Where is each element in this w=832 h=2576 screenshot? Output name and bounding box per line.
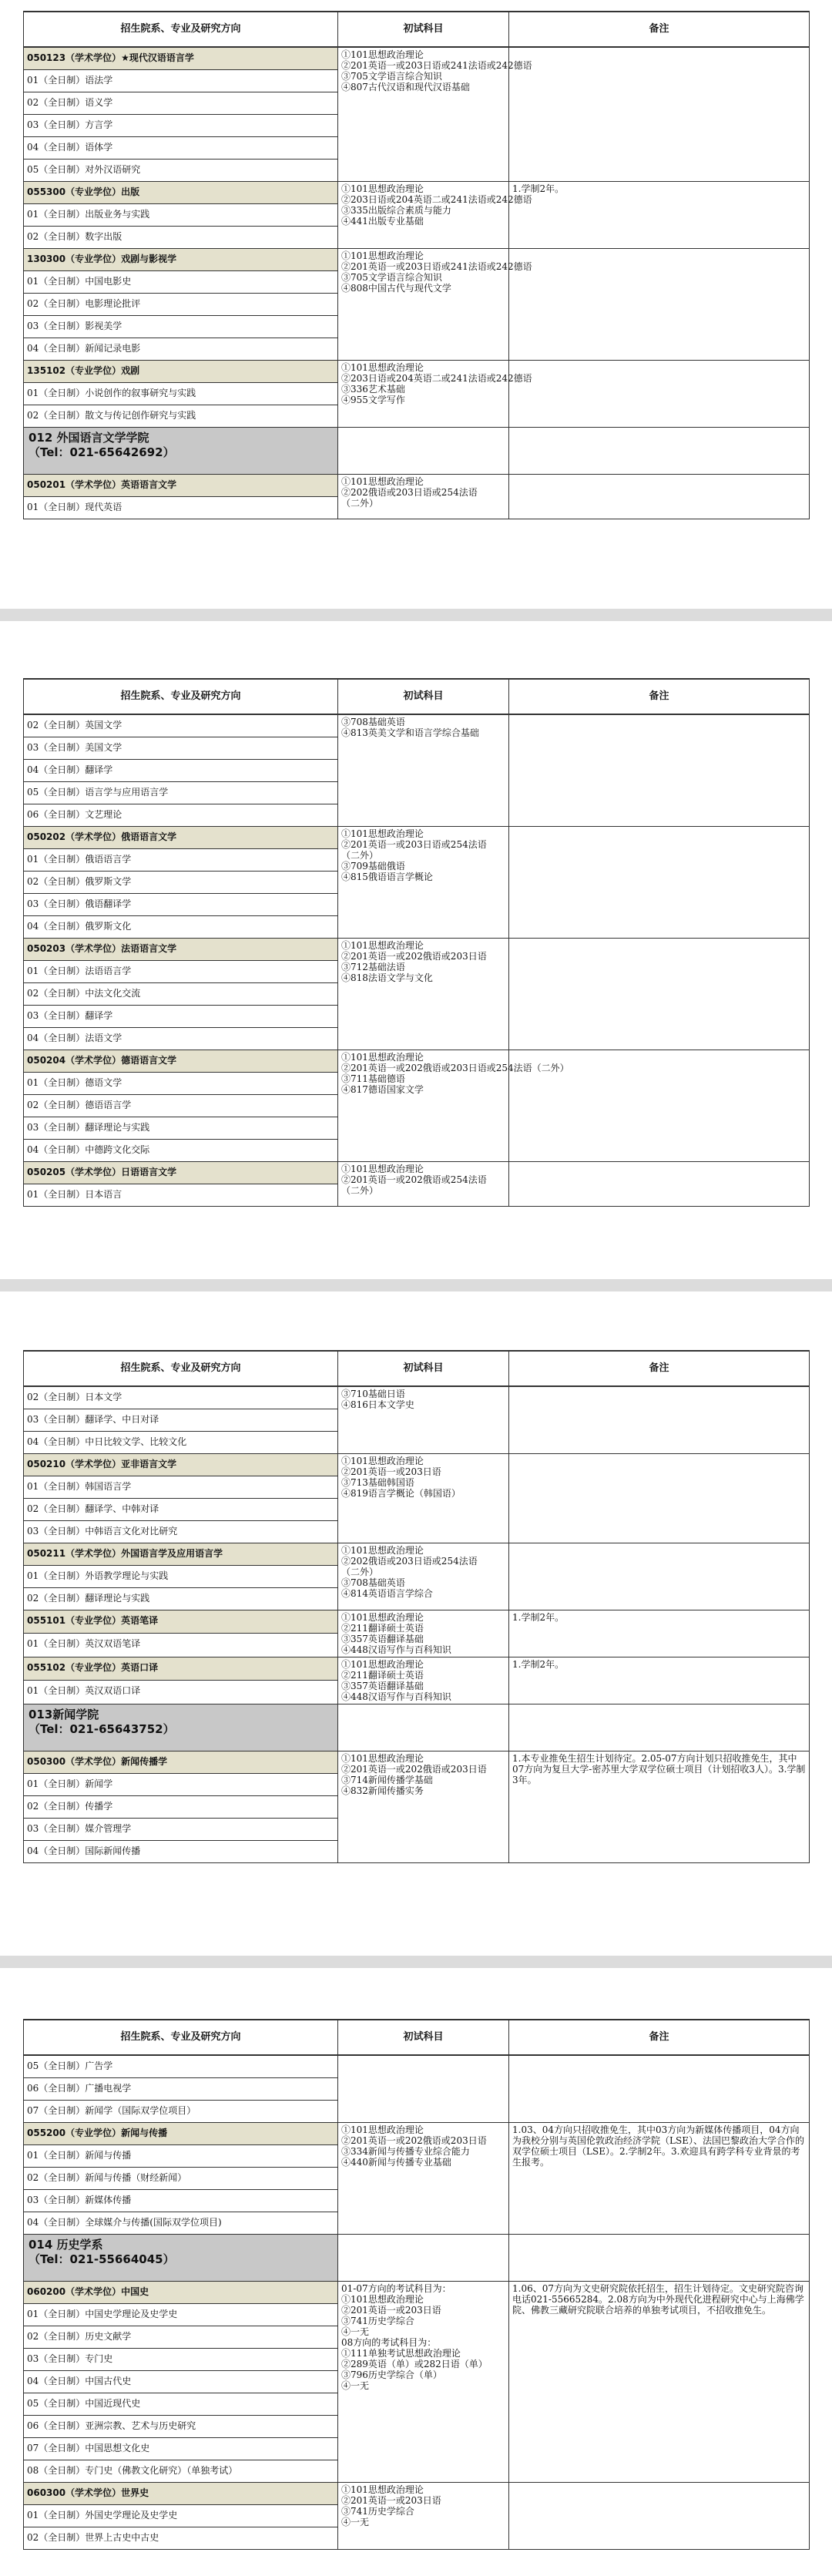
exam-subjects: ③708基础英语 ④813英美文学和语言学综合基础	[338, 714, 509, 826]
direction-item: 04（全日制）俄罗斯文化	[24, 915, 338, 938]
major-title: 055300（专业学位）出版	[24, 181, 338, 203]
major-title: 060200（学术学位）中国史	[24, 2281, 338, 2303]
direction-item: 02（全日制）语义学	[24, 92, 338, 114]
header-notes: 备注	[509, 2020, 810, 2055]
direction-item: 03（全日制）翻译理论与实践	[24, 1117, 338, 1139]
direction-item: 03（全日制）媒介管理学	[24, 1818, 338, 1840]
catalog-table-4	[23, 2019, 810, 2550]
direction-item: 01（全日制）中国电影史	[24, 270, 338, 293]
direction-item: 06（全日制）文艺理论	[24, 804, 338, 826]
direction-item: 01（全日制）外国史学理论及史学史	[24, 2504, 338, 2527]
catalog-table-1	[23, 11, 810, 519]
exam-subjects: ①101思想政治理论 ②201英语一或203日语 ③713基础韩国语 ④819语言学概论（韩国语）	[338, 1453, 509, 1543]
exam-subjects: ①101思想政治理论 ②201英语一或203日语或254法语 （二外） ③709基础俄语 ④815俄语语言学概论	[338, 826, 509, 938]
page-separator	[0, 1279, 832, 1291]
direction-item: 02（全日制）电影理论批评	[24, 293, 338, 315]
direction-item: 04（全日制）语体学	[24, 136, 338, 159]
page-4	[23, 2019, 809, 2558]
major-title: 050202（学术学位）俄语语言文学	[24, 826, 338, 848]
direction-item: 05（全日制）中国近现代史	[24, 2393, 338, 2415]
direction-item: 04（全日制）国际新闻传播	[24, 1840, 338, 1862]
direction-item: 01（全日制）法语语言学	[24, 960, 338, 982]
direction-item: 08（全日制）专门史（佛教文化研究）（单独考试）	[24, 2460, 338, 2482]
direction-item: 02（全日制）世界上古史中古史	[24, 2527, 338, 2549]
direction-item: 02（全日制）中法文化交流	[24, 982, 338, 1005]
school-header: 012 外国语言文学学院 （Tel：021-65642692）	[24, 427, 338, 474]
direction-item: 07（全日制）中国思想文化史	[24, 2437, 338, 2460]
direction-item: 05（全日制）语言学与应用语言学	[24, 781, 338, 804]
catalog-table-3	[23, 1350, 810, 1863]
direction-item: 01（全日制）新闻学	[24, 1773, 338, 1795]
exam-subjects: ①101思想政治理论 ②201英语一或202俄语或203日语 ③712基础法语 ④818法语文学与文化	[338, 938, 509, 1050]
major-title: 050211（学术学位）外国语言学及应用语言学	[24, 1543, 338, 1565]
notes: 1.学制2年。	[509, 1657, 810, 1704]
direction-item: 06（全日制）亚洲宗教、艺术与历史研究	[24, 2415, 338, 2437]
notes	[509, 1543, 810, 1610]
exam-subjects: ①101思想政治理论 ②201英语一或202俄语或203日语 ③714新闻传播学基础 ④832新闻传播实务	[338, 1751, 509, 1862]
exam-subjects: ①101思想政治理论 ②202俄语或203日语或254法语 （二外） ③708基础英语 ④814英语语言学综合	[338, 1543, 509, 1610]
major-title: 050203（学术学位）法语语言文学	[24, 938, 338, 960]
direction-item: 02（全日制）数字出版	[24, 226, 338, 248]
major-title: 135102（专业学位）戏剧	[24, 360, 338, 382]
direction-item: 05（全日制）广告学	[24, 2055, 338, 2077]
header-notes: 备注	[509, 1351, 810, 1386]
direction-item: 01（全日制）外语教学理论与实践	[24, 1565, 338, 1587]
catalog-table-2	[23, 678, 810, 1207]
direction-item: 02（全日制）德语语言学	[24, 1094, 338, 1117]
major-title: 050201（学术学位）英语语言文学	[24, 474, 338, 496]
direction-item: 03（全日制）俄语翻译学	[24, 893, 338, 915]
school-header: 013新闻学院 （Tel：021-65643752）	[24, 1704, 338, 1751]
major-title: 055200（专业学位）新闻与传播	[24, 2122, 338, 2144]
direction-item: 01（全日制）英汉双语笔译	[24, 1634, 338, 1657]
header-major: 招生院系、专业及研究方向	[24, 679, 338, 714]
direction-item: 04（全日制）法语文学	[24, 1027, 338, 1050]
exam-subjects: ①101思想政治理论 ②203日语或204英语二或241法语或242德语 ③335出版综合素质与能力 ④441出版专业基础	[338, 181, 509, 248]
direction-item: 02（全日制）新闻与传播（财经新闻）	[24, 2167, 338, 2189]
notes	[509, 248, 810, 360]
page-1	[23, 11, 809, 541]
direction-item: 04（全日制）中国古代史	[24, 2370, 338, 2393]
table-header	[24, 1351, 810, 1386]
exam-subjects: ①101思想政治理论 ②201英语一或203日语或241法语或242德语 ③705文学语言综合知识 ④808中国古代与现代文学	[338, 248, 509, 360]
direction-item: 04（全日制）中德跨文化交际	[24, 1139, 338, 1161]
major-title: 050300（学术学位）新闻传播学	[24, 1751, 338, 1773]
major-title: 050210（学术学位）亚非语言文学	[24, 1453, 338, 1476]
major-title: 055101（专业学位）英语笔译	[24, 1610, 338, 1634]
notes	[509, 1161, 810, 1206]
exam-subjects: ①101思想政治理论 ②201英语一或203日语 ③741历史学综合 ④一无	[338, 2482, 509, 2549]
header-notes: 备注	[509, 679, 810, 714]
direction-item: 03（全日制）中韩语言文化对比研究	[24, 1520, 338, 1543]
page-3	[23, 1350, 809, 1896]
direction-item: 01（全日制）新闻与传播	[24, 2144, 338, 2167]
header-major: 招生院系、专业及研究方向	[24, 12, 338, 47]
page-2	[23, 678, 809, 1214]
exam-subjects: ①101思想政治理论 ②202俄语或203日语或254法语 （二外）	[338, 474, 509, 519]
major-title: 130300（专业学位）戏剧与影视学	[24, 248, 338, 270]
header-major: 招生院系、专业及研究方向	[24, 2020, 338, 2055]
direction-item: 01（全日制）日本语言	[24, 1184, 338, 1206]
notes: 1.本专业推免生招生计划待定。2.05-07方向计划只招收推免生，其中07方向为复旦大学-密苏里大学双学位硕士项目（计划招收3人）。3.学制3年。	[509, 1751, 810, 1862]
major-title: 060300（学术学位）世界史	[24, 2482, 338, 2504]
exam-subjects: ①101思想政治理论 ②211翻译硕士英语 ③357英语翻译基础 ④448汉语写作与百科知识	[338, 1610, 509, 1657]
direction-item: 01（全日制）英汉双语口译	[24, 1681, 338, 1704]
header-exams: 初试科目	[338, 1351, 509, 1386]
notes: 1.学制2年。	[509, 1610, 810, 1657]
direction-item: 01（全日制）韩国语言学	[24, 1476, 338, 1498]
major-title: 050204（学术学位）德语语言文学	[24, 1050, 338, 1072]
direction-item: 07（全日制）新闻学（国际双学位项目）	[24, 2100, 338, 2122]
exam-subjects: ③710基础日语 ④816日本文学史	[338, 1386, 509, 1453]
notes: 1.学制2年。	[509, 181, 810, 248]
header-exams: 初试科目	[338, 12, 509, 47]
direction-item: 03（全日制）翻译学、中日对译	[24, 1409, 338, 1431]
direction-item: 03（全日制）美国文学	[24, 737, 338, 759]
major-title: 050123（学术学位）★现代汉语语言学	[24, 47, 338, 69]
exam-subjects: ①101思想政治理论 ②201英语一或202俄语或203日语或254法语（二外） ③711基础德语 ④817德语国家文学	[338, 1050, 509, 1161]
notes	[509, 360, 810, 427]
direction-item: 03（全日制）方言学	[24, 114, 338, 136]
exam-subjects: ①101思想政治理论 ②201英语一或203日语或241法语或242德语 ③705文学语言综合知识 ④807古代汉语和现代汉语基础	[338, 47, 509, 181]
exam-subjects: 01-07方向的考试科目为： ①101思想政治理论 ②201英语一或203日语 ③741历史学综合 ④一无 08方向的考试科目为： ①111单独考试思想政治理论 ②289英语（单）或282日语（单） ③796历史学综合（单） ④一无	[338, 2281, 509, 2482]
direction-item: 02（全日制）日本文学	[24, 1386, 338, 1409]
header-exams: 初试科目	[338, 679, 509, 714]
direction-item: 04（全日制）新闻记录电影	[24, 338, 338, 360]
direction-item: 04（全日制）全球媒介与传播(国际双学位项目)	[24, 2212, 338, 2234]
direction-item: 03（全日制）影视美学	[24, 315, 338, 338]
direction-item: 02（全日制）翻译理论与实践	[24, 1587, 338, 1610]
direction-item: 02（全日制）俄罗斯文学	[24, 871, 338, 893]
direction-item: 04（全日制）中日比较文学、比较文化	[24, 1431, 338, 1453]
major-title: 050205（学术学位）日语语言文学	[24, 1161, 338, 1184]
notes	[509, 2482, 810, 2549]
notes	[509, 47, 810, 181]
table-header	[24, 2020, 810, 2055]
direction-item: 02（全日制）英国文学	[24, 714, 338, 737]
header-exams: 初试科目	[338, 2020, 509, 2055]
direction-item: 01（全日制）俄语语言学	[24, 848, 338, 871]
direction-item: 02（全日制）传播学	[24, 1795, 338, 1818]
direction-item: 03（全日制）翻译学	[24, 1005, 338, 1027]
exam-subjects: ①101思想政治理论 ②201英语一或202俄语或254法语 （二外）	[338, 1161, 509, 1206]
page-separator	[0, 1956, 832, 1968]
direction-item: 02（全日制）散文与传记创作研究与实践	[24, 405, 338, 427]
header-major: 招生院系、专业及研究方向	[24, 1351, 338, 1386]
direction-item: 02（全日制）翻译学、中韩对译	[24, 1498, 338, 1520]
direction-item: 04（全日制）翻译学	[24, 759, 338, 781]
notes: 1.03、04方向只招收推免生，其中03方向为新媒体传播项目，04方向为我校分别与英国伦敦政治经济学院（LSE）、法国巴黎政治大学合作的双学位硕士项目（LSE）。2.学制2年。3.欢迎具有跨学科专业背景的考生报考。	[509, 2122, 810, 2234]
direction-item: 01（全日制）中国史学理论及史学史	[24, 2303, 338, 2326]
direction-item: 06（全日制）广播电视学	[24, 2077, 338, 2100]
table-header	[24, 12, 810, 47]
notes	[509, 714, 810, 826]
notes: 1.06、07方向为文史研究院依托招生，招生计划待定。文史研究院咨询电话021-55665284。2.08方向为中外现代化进程研究中心与上海佛学院、佛教三藏研究院联合培养的单独考试项目，不招收推免生。	[509, 2281, 810, 2482]
direction-item: 02（全日制）历史文献学	[24, 2326, 338, 2348]
direction-item: 03（全日制）专门史	[24, 2348, 338, 2370]
direction-item: 01（全日制）现代英语	[24, 496, 338, 519]
notes	[509, 474, 810, 519]
notes	[509, 1453, 810, 1543]
exam-subjects: ①101思想政治理论 ②203日语或204英语二或241法语或242德语 ③336艺术基础 ④955文学写作	[338, 360, 509, 427]
notes	[509, 826, 810, 938]
exam-subjects: ①101思想政治理论 ②211翻译硕士英语 ③357英语翻译基础 ④448汉语写作与百科知识	[338, 1657, 509, 1704]
notes	[509, 938, 810, 1050]
header-notes: 备注	[509, 12, 810, 47]
direction-item: 01（全日制）小说创作的叙事研究与实践	[24, 382, 338, 405]
school-header: 014 历史学系 （Tel：021-55664045）	[24, 2234, 338, 2281]
major-title: 055102（专业学位）英语口译	[24, 1657, 338, 1681]
direction-item: 05（全日制）对外汉语研究	[24, 159, 338, 181]
exam-subjects: ①101思想政治理论 ②201英语一或202俄语或203日语 ③334新闻与传播专业综合能力 ④440新闻与传播专业基础	[338, 2122, 509, 2234]
table-header	[24, 679, 810, 714]
notes	[509, 1386, 810, 1453]
page-separator	[0, 609, 832, 621]
direction-item: 01（全日制）语法学	[24, 69, 338, 92]
direction-item: 03（全日制）新媒体传播	[24, 2189, 338, 2212]
direction-item: 01（全日制）出版业务与实践	[24, 203, 338, 226]
direction-item: 01（全日制）德语文学	[24, 1072, 338, 1094]
